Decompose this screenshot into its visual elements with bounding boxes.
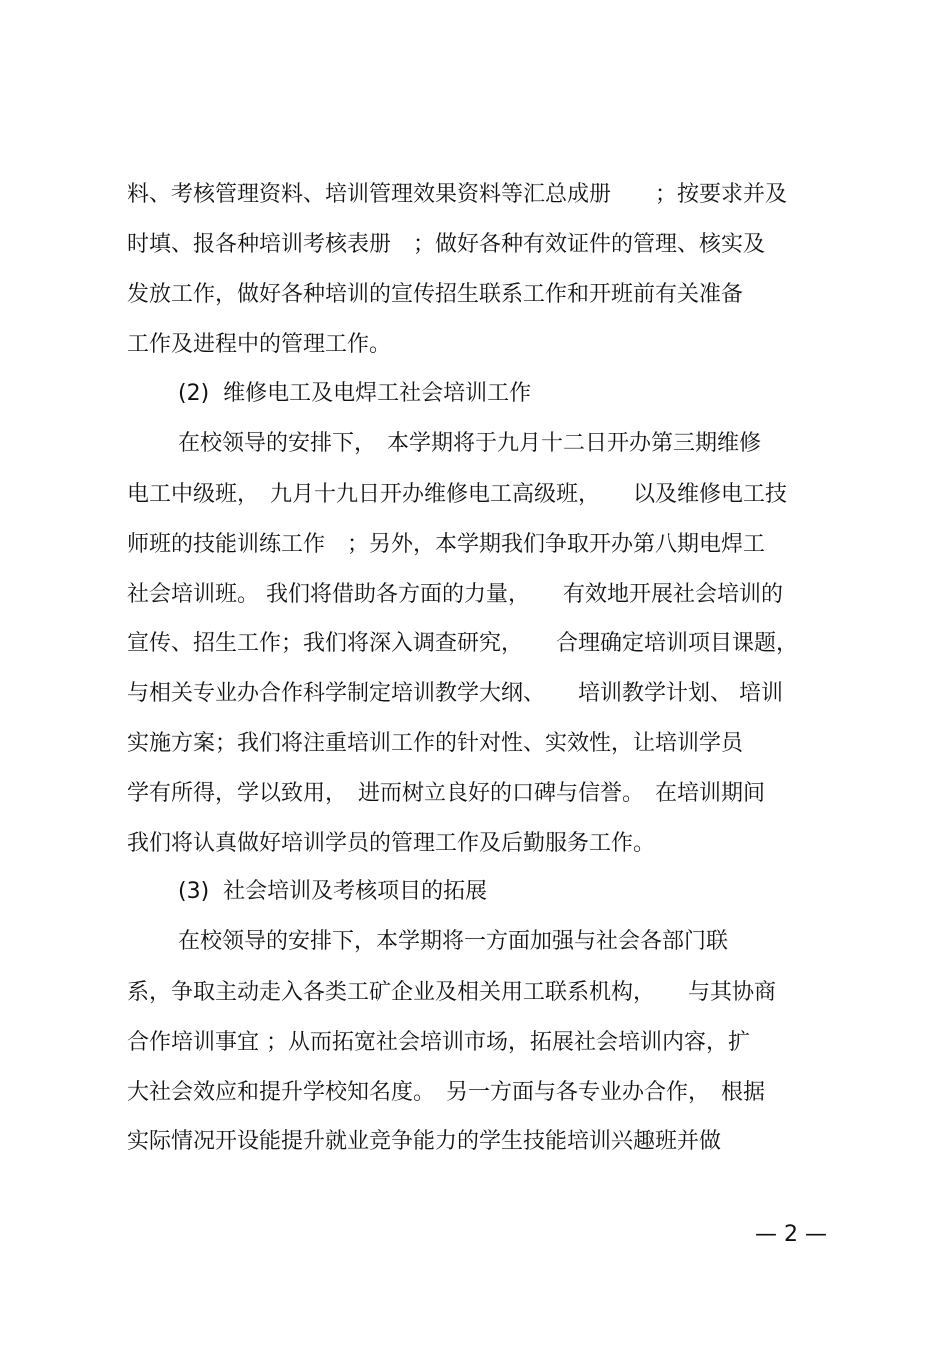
paragraph-line-2: 时填、报各种培训考核表册 ；做好各种有效证件的管理、核实及	[127, 232, 766, 257]
paragraph-line-16: 合作培训事宜 ；从而拓宽社会培训市场，拓展社会培训内容，扩	[127, 1030, 750, 1055]
paragraph-line-5: 在校领导的安排下， 本学期将于九月十二日开办第三期维修	[178, 431, 762, 456]
paragraph-line-18: 实际情况开设能提升就业竞争能力的学生技能培训兴趣班并做	[127, 1129, 722, 1154]
paragraph-line-3: 发放工作，做好各种培训的宣传招生联系工作和开班前有关准备	[127, 282, 744, 307]
paragraph-line-9: 宣传、招生工作；我们将深入调查研究， 合理确定培训项目课题，	[127, 631, 799, 656]
paragraph-line-1: 料、考核管理资料、培训管理效果资料等汇总成册 ；按要求并及	[127, 182, 788, 207]
paragraph-line-8: 社会培训班。 我们将借助各方面的力量， 有效地开展社会培训的	[127, 582, 783, 607]
paragraph-line-15: 系，争取主动走入各类工矿企业及相关用工联系机构， 与其协商	[127, 980, 777, 1005]
paragraph-line-12: 学有所得，学以致用， 进而树立良好的口碑与信誉。 在培训期间	[127, 781, 766, 806]
paragraph-line-6: 电工中级班， 九月十九日开办维修电工高级班， 以及维修电工技	[127, 482, 788, 507]
page-number: — 2 —	[755, 1222, 827, 1247]
paragraph-line-13: 我们将认真做好培训学员的管理工作及后勤服务工作。	[127, 831, 656, 856]
section-heading-3: (3) 社会培训及考核项目的拓展	[178, 879, 488, 904]
paragraph-line-11: 实施方案；我们将注重培训工作的针对性、实效性，让培训学员	[127, 731, 744, 756]
paragraph-line-10: 与相关专业办合作科学制定培训教学大纲、 培训教学计划、 培训	[127, 681, 783, 706]
paragraph-line-14: 在校领导的安排下，本学期将一方面加强与社会各部门联	[178, 929, 729, 954]
section-heading-2: (2) 维修电工及电焊工社会培训工作	[178, 381, 532, 406]
paragraph-line-7: 师班的技能训练工作 ；另外，本学期我们争取开办第八期电焊工	[127, 532, 766, 557]
paragraph-line-4: 工作及进程中的管理工作。	[127, 332, 392, 357]
paragraph-line-17: 大社会效应和提升学校知名度。 另一方面与各专业办合作， 根据	[127, 1080, 766, 1105]
